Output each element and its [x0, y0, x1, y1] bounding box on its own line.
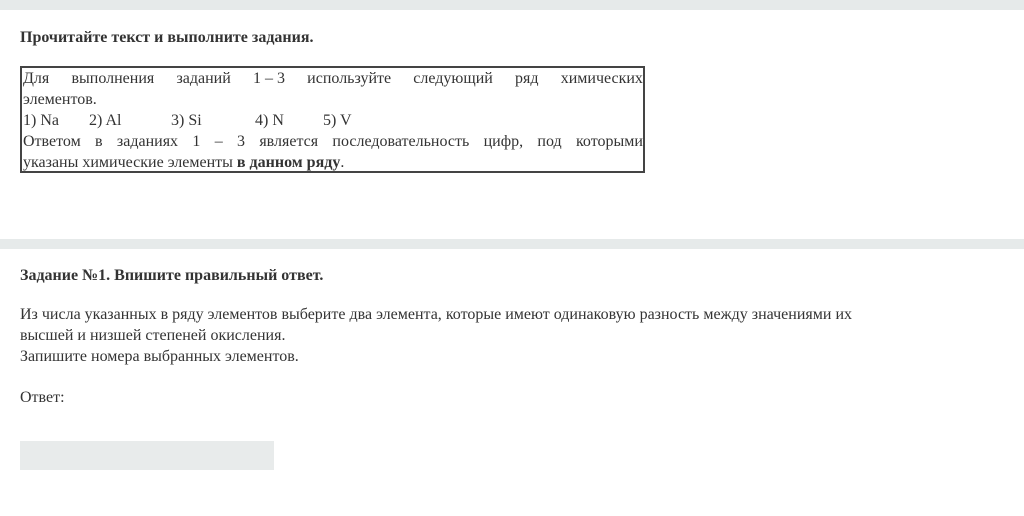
- word: элемента,: [376, 306, 442, 323]
- word: Из: [20, 306, 38, 323]
- word: последовательность: [332, 133, 470, 150]
- word: под: [537, 133, 562, 150]
- info-line-2: элементов.: [23, 91, 97, 108]
- word: заданиях: [116, 133, 179, 150]
- task-heading: Задание №1. Впишите правильный ответ.: [20, 267, 324, 284]
- word: в: [95, 133, 103, 150]
- task-text: [20, 304, 998, 367]
- word: Для: [23, 70, 50, 87]
- word: заданий: [176, 70, 231, 87]
- word: числа: [41, 306, 81, 323]
- word: цифр,: [483, 133, 524, 150]
- line5-suffix: .: [340, 154, 345, 171]
- word: 1: [192, 133, 201, 150]
- info-line-4: [23, 131, 643, 152]
- element-item: 4) N: [255, 112, 284, 129]
- line5-bold: в данном ряду: [236, 154, 341, 171]
- word: два: [349, 306, 373, 323]
- word: 1 – 3: [252, 70, 285, 87]
- word: ряд: [515, 70, 539, 87]
- answer-label: Ответ:: [20, 389, 65, 406]
- word: указанных: [84, 306, 157, 323]
- word: которыми: [575, 133, 643, 150]
- line5-prefix: указаны химические элементы: [23, 154, 237, 171]
- word: элементов: [207, 306, 278, 323]
- word: используйте: [307, 70, 392, 87]
- answer-input[interactable]: [20, 441, 274, 470]
- word: в: [160, 306, 169, 323]
- word: химических: [560, 70, 643, 87]
- word: разность: [639, 306, 700, 323]
- word: является: [259, 133, 319, 150]
- word: выполнения: [71, 70, 155, 87]
- word: –: [214, 133, 223, 150]
- word: одинаковую: [553, 306, 636, 323]
- info-line-5: [23, 152, 643, 173]
- element-item: 5) V: [323, 112, 352, 129]
- info-box: [20, 66, 645, 173]
- word: Ответом: [23, 133, 81, 150]
- info-line-1: [23, 68, 643, 89]
- word: значениями: [751, 306, 832, 323]
- task-line-3: Запишите номера выбранных элементов.: [20, 348, 299, 365]
- word: 3: [237, 133, 245, 150]
- word: имеют: [505, 306, 550, 323]
- word: между: [703, 306, 748, 323]
- word: выберите: [281, 306, 346, 323]
- word: ряду: [172, 306, 204, 323]
- word: которые: [445, 306, 502, 323]
- word: их: [835, 306, 852, 323]
- element-item: 3) Si: [171, 112, 202, 129]
- element-item: 2) Al: [89, 112, 122, 129]
- word: следующий: [413, 70, 493, 87]
- instruction-heading: Прочитайте текст и выполните задания.: [20, 29, 314, 46]
- section-divider: [0, 239, 1024, 249]
- task-line-2: высшей и низшей степеней окисления.: [20, 327, 286, 344]
- elements-row: [23, 110, 643, 131]
- top-divider: [0, 0, 1024, 10]
- task-line-1: [20, 304, 998, 325]
- element-item: 1) Na: [23, 112, 59, 129]
